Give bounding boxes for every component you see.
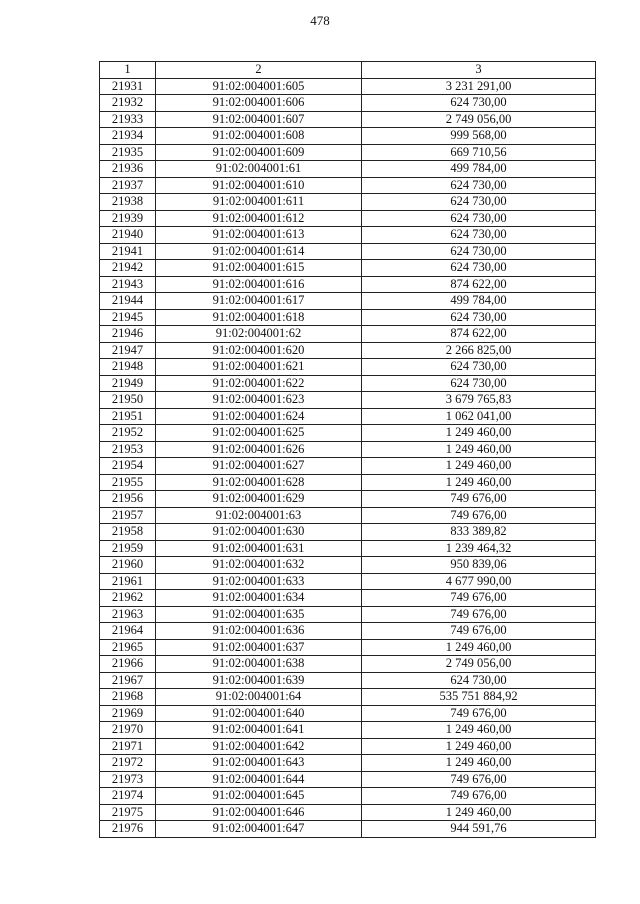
page-number: 478 [310, 13, 330, 28]
cadastral-number-cell: 91:02:004001:633 [156, 573, 362, 590]
cadastral-number-cell: 91:02:004001:61 [156, 161, 362, 178]
row-number-cell: 21975 [100, 804, 156, 821]
cadastral-number-cell: 91:02:004001:609 [156, 144, 362, 161]
row-number-cell: 21941 [100, 243, 156, 260]
cadastral-number-cell: 91:02:004001:625 [156, 425, 362, 442]
row-number-cell: 21966 [100, 656, 156, 673]
row-number-cell: 21942 [100, 260, 156, 277]
cadastral-number-cell: 91:02:004001:647 [156, 821, 362, 838]
row-number-cell: 21949 [100, 375, 156, 392]
row-number-cell: 21962 [100, 590, 156, 607]
row-number-cell: 21951 [100, 408, 156, 425]
cadastral-value-cell: 1 239 464,32 [362, 540, 596, 557]
table-row [100, 425, 596, 442]
cadastral-value-cell: 624 730,00 [362, 194, 596, 211]
table-row [100, 260, 596, 277]
table-row [100, 656, 596, 673]
table-row [100, 342, 596, 359]
table-row [100, 755, 596, 772]
row-number-cell: 21972 [100, 755, 156, 772]
cadastral-number-cell: 91:02:004001:641 [156, 722, 362, 739]
table-row [100, 227, 596, 244]
cadastral-value-cell: 874 622,00 [362, 326, 596, 343]
cadastral-number-cell: 91:02:004001:639 [156, 672, 362, 689]
row-number-cell: 21973 [100, 771, 156, 788]
cadastral-number-cell: 91:02:004001:611 [156, 194, 362, 211]
cadastral-number-cell: 91:02:004001:646 [156, 804, 362, 821]
row-number-cell: 21971 [100, 738, 156, 755]
cadastral-number-cell: 91:02:004001:626 [156, 441, 362, 458]
cadastral-value-cell: 1 249 460,00 [362, 441, 596, 458]
cadastral-value-cell: 1 249 460,00 [362, 738, 596, 755]
table-row [100, 672, 596, 689]
cadastral-number-cell: 91:02:004001:617 [156, 293, 362, 310]
cadastral-number-cell: 91:02:004001:624 [156, 408, 362, 425]
table-header [100, 62, 596, 79]
row-number-cell: 21937 [100, 177, 156, 194]
row-number-cell: 21965 [100, 639, 156, 656]
cadastral-number-cell: 91:02:004001:637 [156, 639, 362, 656]
cadastral-value-cell: 499 784,00 [362, 293, 596, 310]
cadastral-value-cell: 833 389,82 [362, 524, 596, 541]
row-number-cell: 21934 [100, 128, 156, 145]
cadastral-number-cell: 91:02:004001:610 [156, 177, 362, 194]
cadastral-number-cell: 91:02:004001:643 [156, 755, 362, 772]
cadastral-number-cell: 91:02:004001:627 [156, 458, 362, 475]
table-row [100, 524, 596, 541]
cadastral-number-cell: 91:02:004001:635 [156, 606, 362, 623]
table-row [100, 408, 596, 425]
cadastral-value-cell: 749 676,00 [362, 623, 596, 640]
table-row [100, 441, 596, 458]
cadastral-value-cell: 1 249 460,00 [362, 474, 596, 491]
cadastral-number-cell: 91:02:004001:630 [156, 524, 362, 541]
row-number-cell: 21953 [100, 441, 156, 458]
cadastral-value-cell: 950 839,06 [362, 557, 596, 574]
cadastral-number-cell: 91:02:004001:621 [156, 359, 362, 376]
cadastral-number-cell: 91:02:004001:615 [156, 260, 362, 277]
row-number-cell: 21976 [100, 821, 156, 838]
table-row [100, 507, 596, 524]
cadastral-number-cell: 91:02:004001:612 [156, 210, 362, 227]
table-row [100, 95, 596, 112]
row-number-cell: 21955 [100, 474, 156, 491]
table-row [100, 326, 596, 343]
table-row [100, 293, 596, 310]
cadastral-value-cell: 3 679 765,83 [362, 392, 596, 409]
cadastral-value-cell: 749 676,00 [362, 590, 596, 607]
cadastral-value-cell: 1 249 460,00 [362, 639, 596, 656]
row-number-cell: 21961 [100, 573, 156, 590]
cadastral-value-cell: 624 730,00 [362, 227, 596, 244]
cadastral-value-cell: 669 710,56 [362, 144, 596, 161]
cadastral-number-cell: 91:02:004001:645 [156, 788, 362, 805]
header-row [100, 62, 596, 79]
row-number-cell: 21932 [100, 95, 156, 112]
cadastral-number-cell: 91:02:004001:631 [156, 540, 362, 557]
row-number-cell: 21946 [100, 326, 156, 343]
cadastral-value-cell: 749 676,00 [362, 771, 596, 788]
cadastral-value-cell: 1 249 460,00 [362, 425, 596, 442]
cadastral-number-cell: 91:02:004001:62 [156, 326, 362, 343]
table-row [100, 788, 596, 805]
table-row [100, 771, 596, 788]
row-number-cell: 21963 [100, 606, 156, 623]
table-row [100, 276, 596, 293]
cadastral-value-cell: 1 249 460,00 [362, 722, 596, 739]
row-number-cell: 21944 [100, 293, 156, 310]
cadastral-number-cell: 91:02:004001:638 [156, 656, 362, 673]
cadastral-value-cell: 624 730,00 [362, 309, 596, 326]
cadastral-number-cell: 91:02:004001:618 [156, 309, 362, 326]
cadastral-number-cell: 91:02:004001:64 [156, 689, 362, 706]
row-number-cell: 21945 [100, 309, 156, 326]
table-row [100, 804, 596, 821]
row-number-cell: 21967 [100, 672, 156, 689]
cadastral-number-cell: 91:02:004001:608 [156, 128, 362, 145]
table-row [100, 738, 596, 755]
row-number-cell: 21969 [100, 705, 156, 722]
row-number-cell: 21956 [100, 491, 156, 508]
cadastral-value-cell: 535 751 884,92 [362, 689, 596, 706]
table-row [100, 491, 596, 508]
table-row [100, 705, 596, 722]
row-number-cell: 21931 [100, 78, 156, 95]
cadastral-value-cell: 749 676,00 [362, 491, 596, 508]
table-row [100, 573, 596, 590]
row-number-cell: 21940 [100, 227, 156, 244]
table-row [100, 243, 596, 260]
table-row [100, 144, 596, 161]
cadastral-number-cell: 91:02:004001:63 [156, 507, 362, 524]
row-number-cell: 21948 [100, 359, 156, 376]
cadastral-value-cell: 749 676,00 [362, 705, 596, 722]
cadastral-value-cell: 2 266 825,00 [362, 342, 596, 359]
cadastral-number-cell: 91:02:004001:642 [156, 738, 362, 755]
cadastral-number-cell: 91:02:004001:616 [156, 276, 362, 293]
table-row [100, 458, 596, 475]
cadastral-number-cell: 91:02:004001:640 [156, 705, 362, 722]
cadastral-value-cell: 624 730,00 [362, 177, 596, 194]
cadastral-value-cell: 749 676,00 [362, 507, 596, 524]
row-number-cell: 21968 [100, 689, 156, 706]
cadastral-number-cell: 91:02:004001:623 [156, 392, 362, 409]
table-row [100, 821, 596, 838]
cadastral-value-cell: 1 249 460,00 [362, 458, 596, 475]
table-row [100, 623, 596, 640]
cadastral-number-cell: 91:02:004001:605 [156, 78, 362, 95]
cadastral-value-cell: 1 249 460,00 [362, 804, 596, 821]
row-number-cell: 21933 [100, 111, 156, 128]
cadastral-value-cell: 2 749 056,00 [362, 111, 596, 128]
cadastral-number-cell: 91:02:004001:614 [156, 243, 362, 260]
cadastral-value-cell: 3 231 291,00 [362, 78, 596, 95]
cadastral-number-cell: 91:02:004001:606 [156, 95, 362, 112]
cadastral-number-cell: 91:02:004001:632 [156, 557, 362, 574]
cadastral-value-cell: 1 249 460,00 [362, 755, 596, 772]
cadastral-value-table [99, 61, 596, 838]
table-row [100, 639, 596, 656]
table-row [100, 194, 596, 211]
cadastral-value-cell: 499 784,00 [362, 161, 596, 178]
row-number-cell: 21959 [100, 540, 156, 557]
cadastral-number-cell: 91:02:004001:634 [156, 590, 362, 607]
table-row [100, 722, 596, 739]
row-number-cell: 21939 [100, 210, 156, 227]
row-number-cell: 21974 [100, 788, 156, 805]
row-number-cell: 21947 [100, 342, 156, 359]
row-number-cell: 21938 [100, 194, 156, 211]
row-number-cell: 21958 [100, 524, 156, 541]
table-row [100, 210, 596, 227]
table-row [100, 557, 596, 574]
cadastral-value-cell: 624 730,00 [362, 672, 596, 689]
cadastral-value-cell: 749 676,00 [362, 606, 596, 623]
table-row [100, 128, 596, 145]
row-number-cell: 21957 [100, 507, 156, 524]
cadastral-value-cell: 1 062 041,00 [362, 408, 596, 425]
cadastral-value-cell: 624 730,00 [362, 260, 596, 277]
cadastral-value-cell: 624 730,00 [362, 243, 596, 260]
cadastral-number-cell: 91:02:004001:620 [156, 342, 362, 359]
cadastral-value-cell: 624 730,00 [362, 210, 596, 227]
cadastral-number-header: 2 [156, 62, 362, 79]
table-body [100, 78, 596, 837]
table-row [100, 540, 596, 557]
row-number-cell: 21950 [100, 392, 156, 409]
cadastral-value-cell: 944 591,76 [362, 821, 596, 838]
row-number-cell: 21936 [100, 161, 156, 178]
row-number-cell: 21964 [100, 623, 156, 640]
table-row [100, 392, 596, 409]
cadastral-value-header: 3 [362, 62, 596, 79]
table-row [100, 590, 596, 607]
table-row [100, 111, 596, 128]
table-row [100, 474, 596, 491]
table-row [100, 375, 596, 392]
table-row [100, 606, 596, 623]
cadastral-value-cell: 4 677 990,00 [362, 573, 596, 590]
cadastral-number-cell: 91:02:004001:629 [156, 491, 362, 508]
cadastral-number-cell: 91:02:004001:628 [156, 474, 362, 491]
row-number-cell: 21970 [100, 722, 156, 739]
cadastral-value-cell: 749 676,00 [362, 788, 596, 805]
cadastral-number-cell: 91:02:004001:644 [156, 771, 362, 788]
cadastral-value-cell: 2 749 056,00 [362, 656, 596, 673]
table-row [100, 161, 596, 178]
cadastral-number-cell: 91:02:004001:622 [156, 375, 362, 392]
row-number-cell: 21954 [100, 458, 156, 475]
row-number-cell: 21935 [100, 144, 156, 161]
column-number-header: 1 [100, 62, 156, 79]
cadastral-value-cell: 624 730,00 [362, 95, 596, 112]
row-number-cell: 21952 [100, 425, 156, 442]
row-number-cell: 21943 [100, 276, 156, 293]
cadastral-value-cell: 999 568,00 [362, 128, 596, 145]
cadastral-number-cell: 91:02:004001:636 [156, 623, 362, 640]
table-row [100, 78, 596, 95]
row-number-cell: 21960 [100, 557, 156, 574]
cadastral-number-cell: 91:02:004001:613 [156, 227, 362, 244]
cadastral-number-cell: 91:02:004001:607 [156, 111, 362, 128]
table-row [100, 177, 596, 194]
cadastral-value-cell: 624 730,00 [362, 375, 596, 392]
table-row [100, 689, 596, 706]
cadastral-value-cell: 874 622,00 [362, 276, 596, 293]
table-row [100, 359, 596, 376]
table-row [100, 309, 596, 326]
cadastral-value-cell: 624 730,00 [362, 359, 596, 376]
